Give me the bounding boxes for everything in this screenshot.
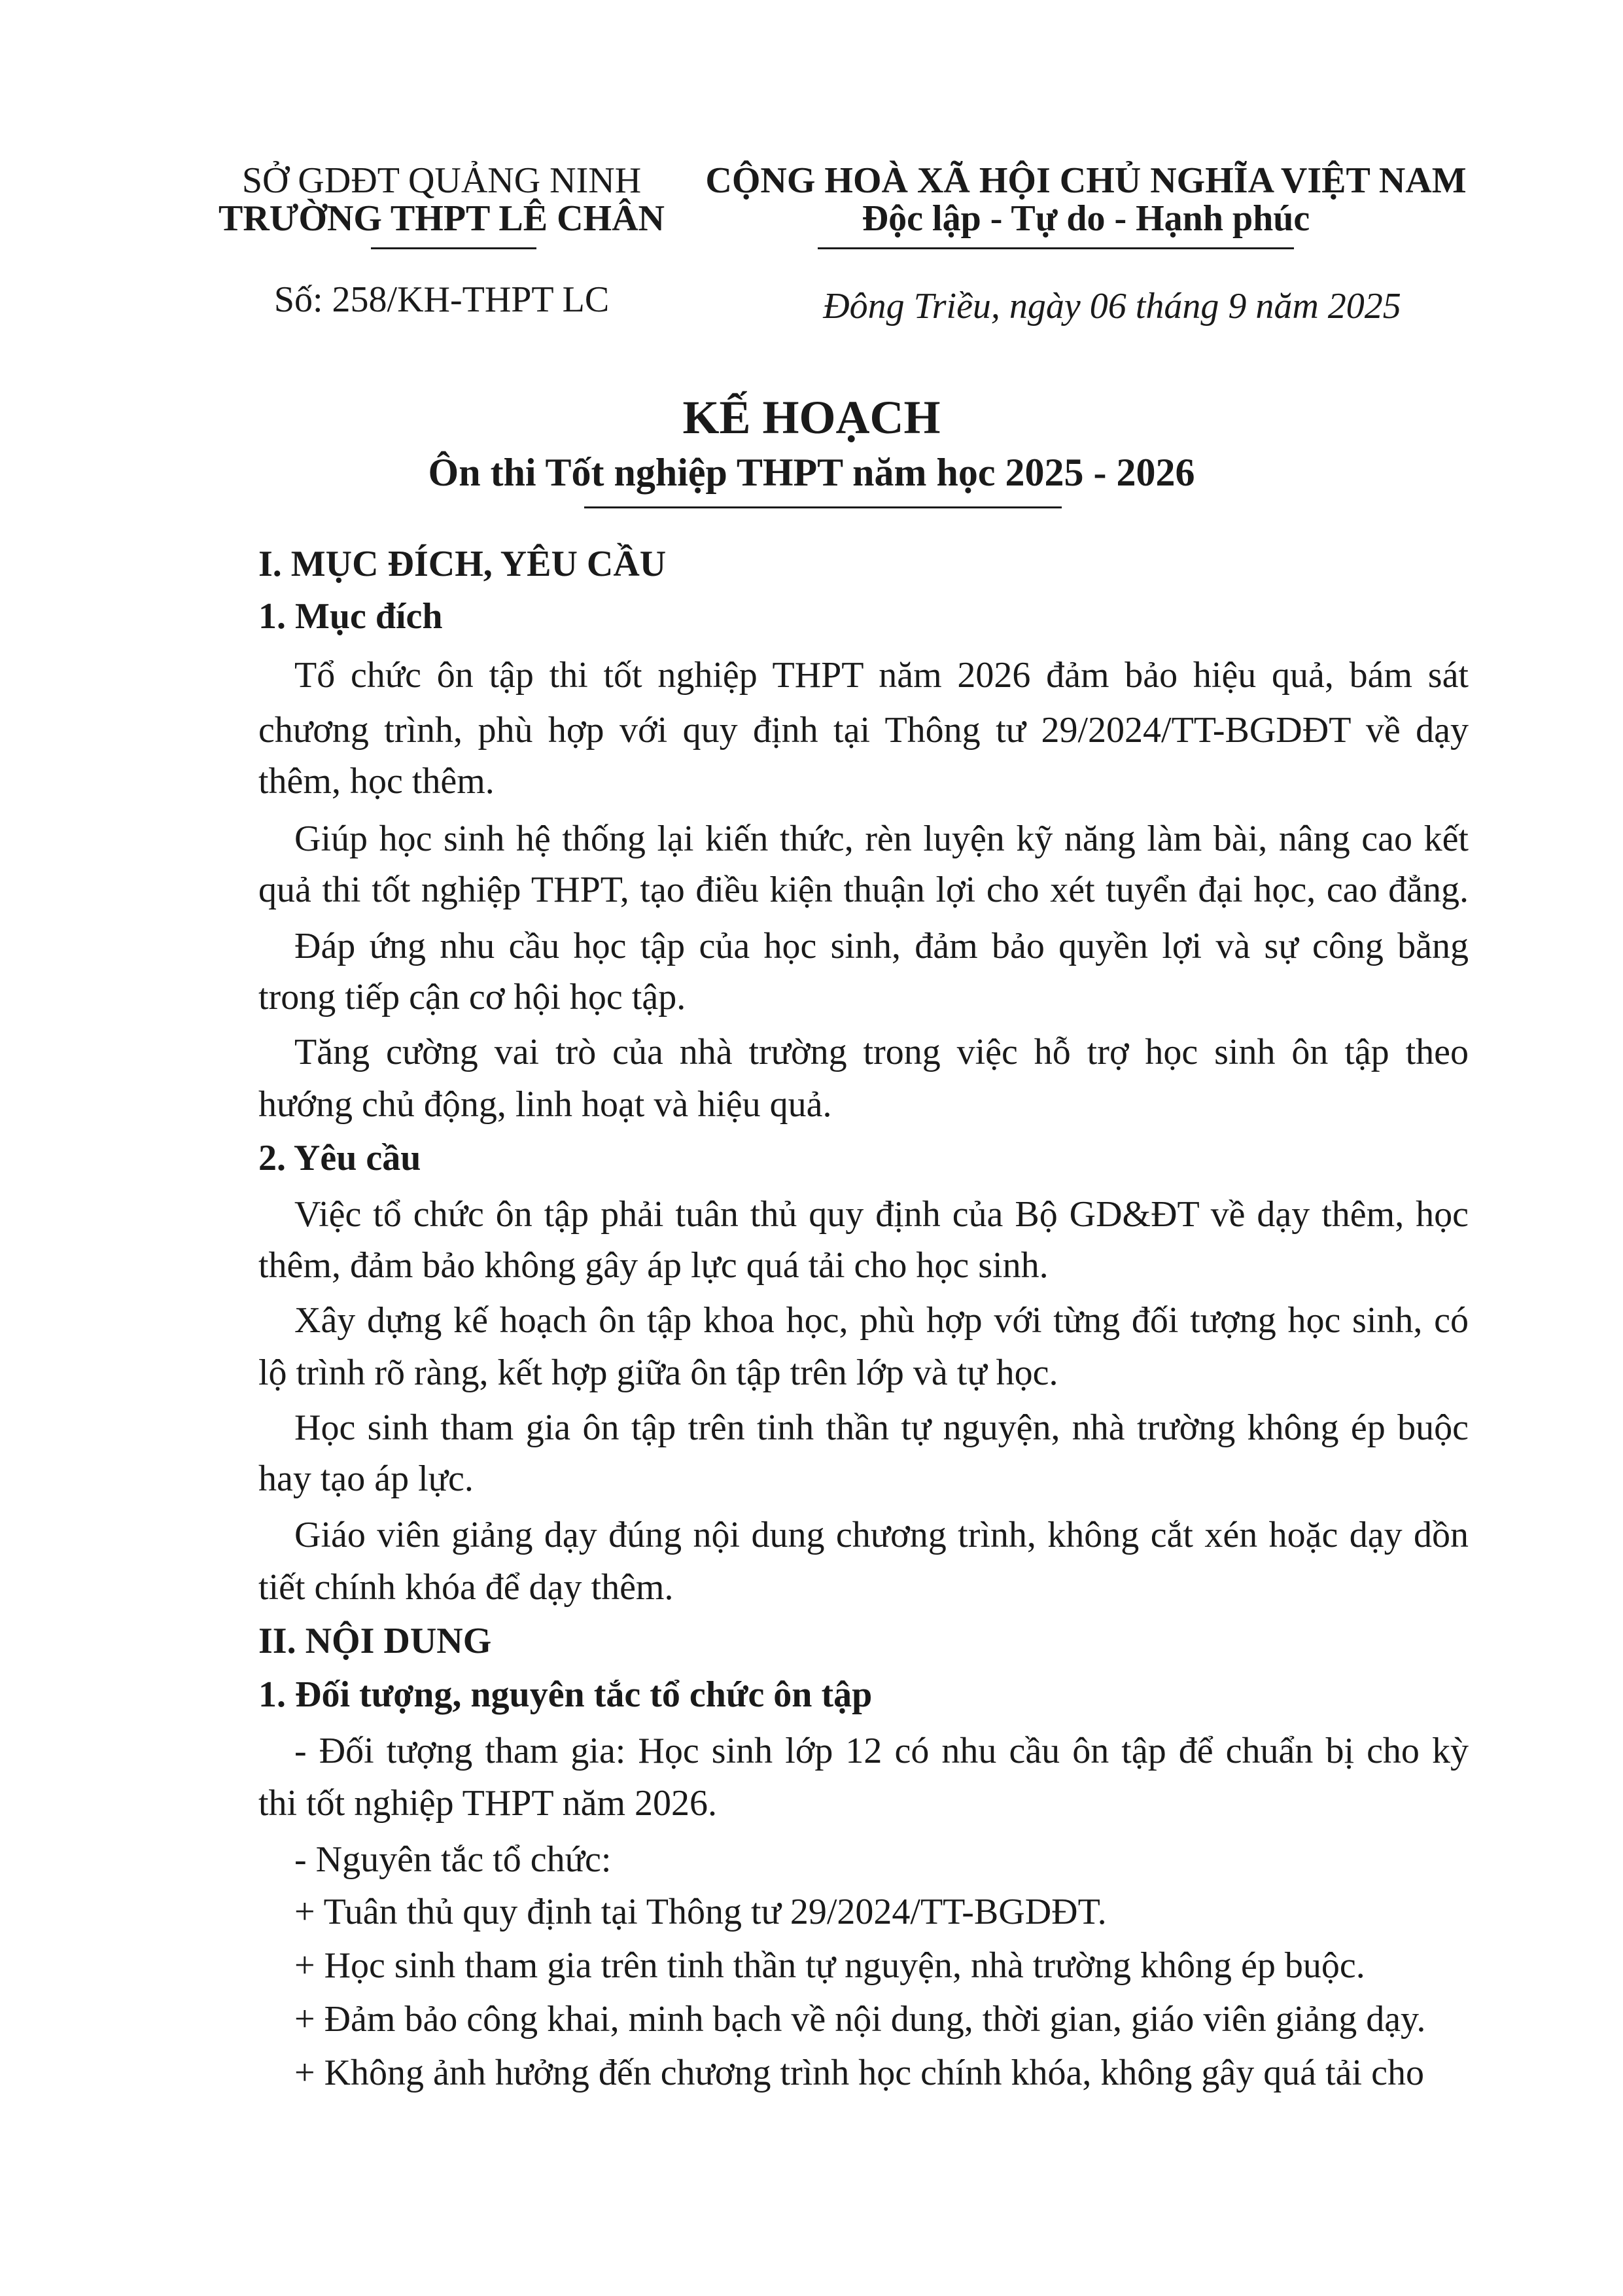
body-line: tiết chính khóa để dạy thêm. <box>258 1567 674 1608</box>
subsection-heading: 2. Yêu cầu <box>258 1138 421 1178</box>
body-line: - Đối tượng tham gia: Học sinh lớp 12 có nhu cầu ôn tập để chuẩn bị cho kỳ <box>294 1731 1469 1771</box>
body-line: - Nguyên tắc tổ chức: <box>294 1839 612 1880</box>
subsection-heading: 1. Mục đích <box>258 596 443 637</box>
body-line: Việc tổ chức ôn tập phải tuân thủ quy định của Bộ GD&ĐT về dạy thêm, học <box>294 1194 1469 1235</box>
body-line: + Học sinh tham gia trên tinh thần tự nguyện, nhà trường không ép buộc. <box>294 1945 1365 1986</box>
subsection-heading: 1. Đối tượng, nguyên tắc tổ chức ôn tập <box>258 1674 873 1715</box>
body-line: Đáp ứng nhu cầu học tập của học sinh, đảm bảo quyền lợi và sự công bằng <box>294 926 1469 966</box>
body-line: thêm, học thêm. <box>258 761 495 802</box>
body-line: Giúp học sinh hệ thống lại kiến thức, rèn luyện kỹ năng làm bài, nâng cao kết <box>294 819 1469 859</box>
body-line: + Đảm bảo công khai, minh bạch về nội dung, thời gian, giáo viên giảng dạy. <box>294 1999 1426 2040</box>
body-line: + Không ảnh hưởng đến chương trình học chính khóa, không gây quá tải cho <box>294 2053 1424 2093</box>
title-underline <box>584 506 1062 508</box>
body-line: + Tuân thủ quy định tại Thông tư 29/2024/TT-BGDĐT. <box>294 1892 1107 1932</box>
body-line: lộ trình rõ ràng, kết hợp giữa ôn tập trên lớp và tự học. <box>258 1352 1058 1393</box>
country-name: CỘNG HOÀ XÃ HỘI CHỦ NGHĨA VIỆT NAM <box>705 160 1467 201</box>
body-line: Giáo viên giảng dạy đúng nội dung chương trình, không cắt xén hoặc dạy dồn <box>294 1515 1469 1555</box>
section-heading: II. NỘI DUNG <box>258 1621 492 1661</box>
motto-underline <box>818 247 1294 249</box>
document-number: Số: 258/KH-THPT LC <box>273 279 610 320</box>
body-line: thêm, đảm bảo không gây áp lực quá tải cho học sinh. <box>258 1245 1049 1286</box>
body-line: chương trình, phù hợp với quy định tại Thông tư 29/2024/TT-BGDĐT về dạy <box>258 710 1469 751</box>
document-title: KẾ HOẠCH <box>682 391 941 444</box>
document-subtitle: Ôn thi Tốt nghiệp THPT năm học 2025 - 2026 <box>428 451 1195 494</box>
place-date: Đông Triều, ngày 06 tháng 9 năm 2025 <box>823 286 1401 327</box>
body-line: thi tốt nghiệp THPT năm 2026. <box>258 1783 718 1824</box>
body-line: Học sinh tham gia ôn tập trên tinh thần tự nguyện, nhà trường không ép buộc <box>294 1407 1469 1448</box>
body-line: Tổ chức ôn tập thi tốt nghiệp THPT năm 2026 đảm bảo hiệu quả, bám sát <box>294 655 1469 696</box>
body-line: hay tạo áp lực. <box>258 1458 474 1499</box>
body-line: quả thi tốt nghiệp THPT, tạo điều kiện thuận lợi cho xét tuyển đại học, cao đẳng. <box>258 870 1469 910</box>
school-underline <box>371 247 536 249</box>
national-motto: Độc lập - Tự do - Hạnh phúc <box>862 198 1310 239</box>
body-line: Tăng cường vai trò của nhà trường trong việc hỗ trợ học sinh ôn tập theo <box>294 1032 1469 1072</box>
section-heading: I. MỤC ĐÍCH, YÊU CẦU <box>258 544 667 584</box>
body-line: hướng chủ động, linh hoạt và hiệu quả. <box>258 1084 832 1125</box>
agency-name: SỞ GDĐT QUẢNG NINH <box>241 160 642 201</box>
body-line: trong tiếp cận cơ hội học tập. <box>258 977 686 1017</box>
school-name: TRƯỜNG THPT LÊ CHÂN <box>218 198 665 239</box>
body-line: Xây dựng kế hoạch ôn tập khoa học, phù hợp với từng đối tượng học sinh, có <box>294 1300 1469 1341</box>
